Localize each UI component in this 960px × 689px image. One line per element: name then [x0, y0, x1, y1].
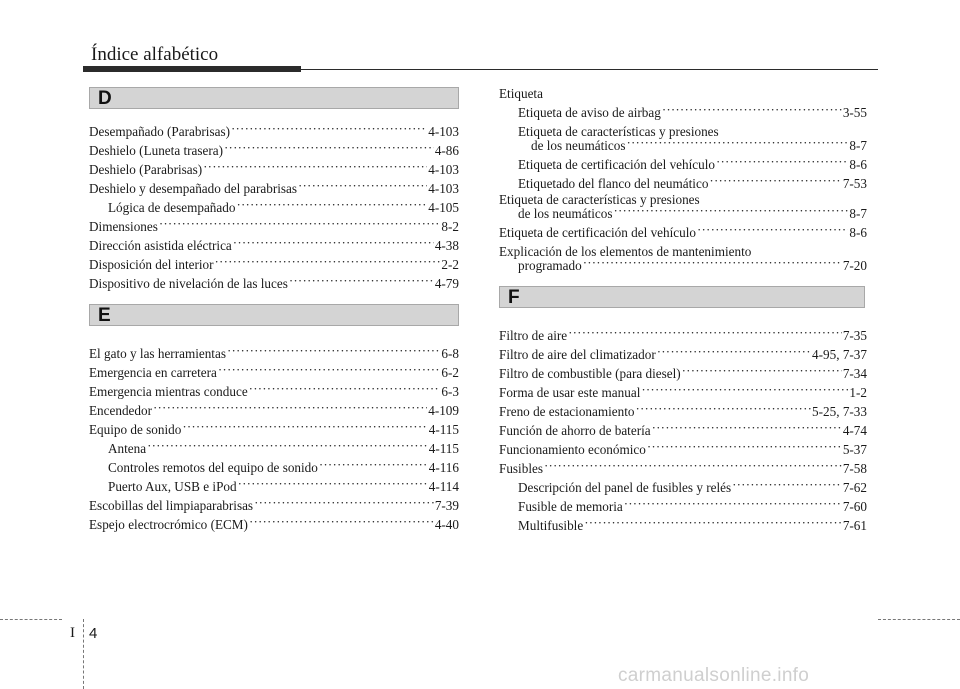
entry-text: Emergencia en carretera	[89, 365, 217, 380]
entry-text: Controles remotos del equipo de sonido	[108, 460, 318, 475]
entry-page: 2-2	[441, 257, 459, 272]
index-subentry	[499, 157, 867, 173]
entry-text: Desempañado (Parabrisas)	[89, 124, 230, 139]
index-entry	[89, 276, 459, 292]
entry-page: 8-7	[849, 206, 867, 221]
entry-page: 7-60	[842, 499, 867, 514]
entry-text: Fusible de memoria	[518, 499, 623, 514]
entry-page: 4-103	[428, 124, 459, 139]
entry-page: 1-2	[849, 385, 867, 400]
entry-page: 4-95, 7-37	[812, 347, 867, 362]
entry-text: Filtro de aire	[499, 328, 568, 343]
entry-page: 4-103	[428, 181, 459, 196]
footer-section-label: I	[70, 625, 75, 641]
index-subentry	[499, 105, 867, 121]
header-rule-thick	[83, 66, 301, 72]
entry-page: 8-6	[849, 157, 867, 172]
entry-text: Espejo electrocrómico (ECM)	[89, 517, 248, 532]
section-header-f	[499, 286, 865, 308]
section-letter-f: F	[508, 287, 520, 308]
section-header-e	[89, 304, 459, 326]
index-entry	[89, 219, 459, 235]
index-subentry	[89, 479, 459, 495]
index-subentry	[89, 441, 459, 457]
entry-text: Función de ahorro de batería	[499, 423, 651, 438]
entry-page: 7-39	[434, 498, 459, 513]
entry-page: 8-7	[849, 138, 867, 153]
index-entry	[499, 328, 867, 344]
index-entry	[499, 461, 867, 477]
entry-page: 7-34	[842, 366, 867, 381]
entry-text: Etiqueta de características y presiones	[499, 192, 700, 207]
entry-text: Etiqueta de certificación del vehículo	[518, 157, 715, 172]
header-rule-thin	[301, 69, 878, 70]
index-entry	[89, 162, 459, 178]
index-entry-cont	[499, 258, 867, 274]
entry-page: 4-109	[428, 403, 459, 418]
index-subentry	[499, 518, 867, 534]
entry-text: Dispositivo de nivelación de las luces	[89, 276, 288, 291]
entry-text: Deshielo y desempañado del parabrisas	[89, 181, 297, 196]
index-entry	[499, 442, 867, 458]
entry-page: 4-114	[428, 479, 459, 494]
entry-text: Puerto Aux, USB e iPod	[108, 479, 237, 494]
entry-text: Encendedor	[89, 403, 152, 418]
index-entry	[89, 422, 459, 438]
entry-page: 7-61	[842, 518, 867, 533]
index-entry-cont	[499, 206, 867, 222]
entry-page: 4-38	[434, 238, 459, 253]
section-letter-e: E	[98, 305, 111, 326]
entry-page: 7-62	[842, 480, 867, 495]
entry-text: Equipo de sonido	[89, 422, 182, 437]
index-entry	[89, 517, 459, 533]
index-entry	[89, 384, 459, 400]
index-entry	[89, 257, 459, 273]
entry-text: Etiqueta de certificación del vehículo	[499, 225, 696, 240]
entry-page: 6-2	[441, 365, 459, 380]
entry-text: Etiquetado del flanco del neumático	[518, 176, 709, 191]
entry-page: 6-3	[441, 384, 459, 399]
index-heading	[499, 86, 867, 102]
entry-text: Multifusible	[518, 518, 584, 533]
entry-text: El gato y las herramientas	[89, 346, 226, 361]
entry-text: Antena	[108, 441, 147, 456]
entry-page: 7-53	[842, 176, 867, 191]
entry-text: Dimensiones	[89, 219, 158, 234]
entry-text: Descripción del panel de fusibles y relés	[518, 480, 732, 495]
entry-text: Freno de estacionamiento	[499, 404, 635, 419]
entry-text: Filtro de combustible (para diesel)	[499, 366, 681, 381]
entry-text: Fusibles	[499, 461, 543, 476]
index-entry	[89, 403, 459, 419]
entry-page: 4-74	[842, 423, 867, 438]
entry-text: Disposición del interior	[89, 257, 214, 272]
index-entry	[89, 124, 459, 140]
entry-text: Forma de usar este manual	[499, 385, 641, 400]
entry-text: Deshielo (Parabrisas)	[89, 162, 203, 177]
index-entry	[89, 143, 459, 159]
index-entry	[89, 498, 459, 514]
index-subentry	[499, 176, 867, 192]
entry-page: 7-35	[842, 328, 867, 343]
entry-text: Filtro de aire del climatizador	[499, 347, 656, 362]
footer-rule-right	[878, 619, 960, 620]
entry-text: Emergencia mientras conduce	[89, 384, 248, 399]
index-entry	[499, 423, 867, 439]
index-subentry	[499, 480, 867, 496]
index-entry	[499, 225, 867, 241]
entry-text: Escobillas del limpiaparabrisas	[89, 498, 254, 513]
index-entry	[499, 385, 867, 401]
index-entry	[89, 181, 459, 197]
index-entry	[89, 346, 459, 362]
footer-rule-left	[0, 619, 62, 620]
index-subentry-cont	[499, 138, 867, 154]
entry-text-cont: de los neumáticos	[518, 206, 613, 221]
index-subentry	[89, 200, 459, 216]
entry-page: 4-86	[434, 143, 459, 158]
footer-page-number: 4	[89, 625, 98, 642]
entry-page: 5-25, 7-33	[812, 404, 867, 419]
entry-page: 8-6	[849, 225, 867, 240]
index-entry	[499, 366, 867, 382]
entry-text-cont: programado	[518, 258, 582, 273]
entry-text: Explicación de los elementos de mantenimiento	[499, 244, 752, 259]
entry-page: 4-103	[428, 162, 459, 177]
footer-divider	[83, 619, 84, 689]
index-subentry	[89, 460, 459, 476]
entry-text: Lógica de desempañado	[108, 200, 236, 215]
entry-page: 4-115	[428, 441, 459, 456]
entry-page: 6-8	[441, 346, 459, 361]
index-entry	[89, 365, 459, 381]
entry-text: Funcionamiento económico	[499, 442, 646, 457]
entry-text: Deshielo (Luneta trasera)	[89, 143, 224, 158]
entry-text: Etiqueta de características y presiones	[518, 124, 719, 139]
watermark: carmanualsonline.info	[618, 665, 810, 686]
entry-page: 4-116	[428, 460, 459, 475]
entry-page: 4-40	[434, 517, 459, 532]
entry-text: Etiqueta de aviso de airbag	[518, 105, 661, 120]
entry-page: 8-2	[441, 219, 459, 234]
index-entry	[499, 404, 867, 420]
section-letter-d: D	[98, 88, 112, 109]
entry-page: 4-105	[428, 200, 459, 215]
entry-text: Dirección asistida eléctrica	[89, 238, 232, 253]
entry-page: 7-20	[842, 258, 867, 273]
entry-text-cont: de los neumáticos	[531, 138, 626, 153]
index-subentry	[499, 499, 867, 515]
entry-page: 4-79	[434, 276, 459, 291]
index-entry	[499, 347, 867, 363]
entry-page: 5-37	[842, 442, 867, 457]
entry-text: Etiqueta	[499, 86, 543, 101]
page-title: Índice alfabético	[91, 44, 219, 65]
entry-page: 4-115	[428, 422, 459, 437]
entry-page: 7-58	[842, 461, 867, 476]
section-header-d	[89, 87, 459, 109]
entry-page: 3-55	[842, 105, 867, 120]
index-entry	[89, 238, 459, 254]
